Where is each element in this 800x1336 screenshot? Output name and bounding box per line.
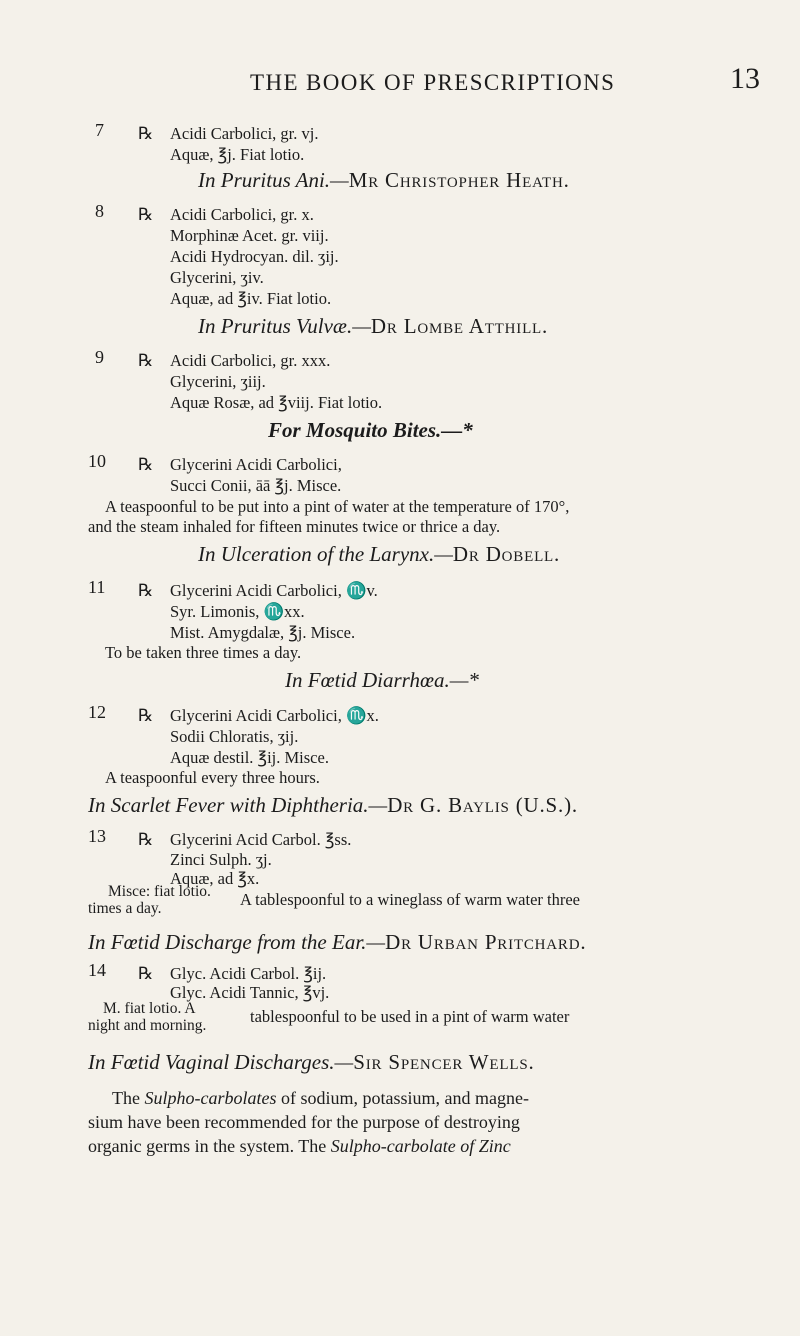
rx-line: Aquæ Rosæ, ad ℥viij. Fiat lotio.: [170, 393, 383, 412]
body-paragraph-line: [88, 1110, 520, 1134]
prescription-number: 8: [95, 201, 104, 221]
heading-author: Dr G. Baylis (U.S.).: [387, 793, 578, 817]
direction-line: A tablespoonful to a wineglass of warm water three: [240, 890, 580, 909]
prescription-number: 10: [88, 451, 106, 471]
side-note: night and morning.: [88, 1017, 207, 1034]
section-heading: [285, 668, 479, 693]
running-title: THE BOOK OF PRESCRIPTIONS: [250, 70, 616, 95]
prescription-number: 9: [95, 347, 104, 367]
rx-line: Glyc. Acidi Tannic, ℥vj.: [170, 983, 330, 1002]
rx-line: Aquæ, ad ℥x.: [170, 869, 260, 888]
rx-line: Glycerini, ʒiij.: [170, 372, 266, 391]
page-header: [250, 62, 760, 110]
heading-text: In Scarlet Fever with Diphtheria.—: [88, 793, 388, 817]
para-text: organic germs in the system. The: [88, 1136, 331, 1156]
recipe-symbol: ℞: [138, 581, 154, 600]
prescription-number: 12: [88, 702, 106, 722]
heading-author: Dr Dobell.: [452, 542, 561, 566]
rx-line: Aquæ, ℥j. Fiat lotio.: [170, 145, 305, 164]
direction-line: A teaspoonful to be put into a pint of water at the temperature of 170°,: [105, 497, 570, 516]
section-heading: [268, 418, 473, 443]
heading-author: Mr Christopher Heath.: [348, 168, 570, 192]
heading-text: In Fœtid Diarrhœa.—*: [285, 668, 479, 692]
heading-text: In Ulceration of the Larynx.—: [198, 542, 453, 566]
rx-line: Aquæ destil. ℥ij. Misce.: [170, 748, 329, 767]
rx-line: Glycerini Acid Carbol. ℥ss.: [170, 830, 352, 849]
rx-line: Succi Conii, āā ℥j. Misce.: [170, 476, 342, 495]
heading-text: In Fœtid Discharge from the Ear.—: [88, 930, 386, 954]
direction-line: A teaspoonful every three hours.: [105, 768, 320, 787]
recipe-symbol: ℞: [138, 455, 154, 474]
rx-line: Acidi Carbolici, gr. x.: [170, 205, 314, 224]
side-note: times a day.: [88, 900, 162, 917]
recipe-symbol: ℞: [138, 830, 154, 849]
rx-line: Morphinæ Acet. gr. viij.: [170, 226, 329, 245]
rx-line: Acidi Carbolici, gr. vj.: [170, 124, 319, 143]
rx-line: Glycerini Acidi Carbolici,: [170, 455, 342, 474]
rx-line: Glycerini, ʒiv.: [170, 268, 264, 287]
direction-line: tablespoonful to be used in a pint of warm water: [250, 1007, 570, 1026]
recipe-symbol: ℞: [138, 706, 154, 725]
para-italic: Sulpho-carbolate of Zinc: [330, 1136, 511, 1156]
para-text: of sodium, potassium, and magne-: [276, 1088, 529, 1108]
direction-line: To be taken three times a day.: [105, 643, 302, 662]
recipe-symbol: ℞: [138, 964, 154, 983]
section-heading: [198, 542, 560, 567]
section-heading: [88, 793, 578, 818]
rx-line: Glycerini Acidi Carbolici, ♏v.: [170, 581, 378, 600]
section-heading: [198, 168, 570, 193]
body-paragraph-line: [112, 1086, 529, 1110]
page-number: 13: [730, 62, 760, 95]
rx-line: Syr. Limonis, ♏xx.: [170, 602, 305, 621]
prescription-number: 11: [88, 577, 106, 597]
direction-line: and the steam inhaled for fifteen minutes twice or thrice a day.: [88, 517, 501, 536]
para-italic: Sulpho-carbolates: [144, 1088, 277, 1108]
heading-author: Dr Lombe Atthill.: [370, 314, 549, 338]
heading-author: Sir Spencer Wells.: [353, 1050, 535, 1074]
rx-line: Sodii Chloratis, ʒij.: [170, 727, 299, 746]
heading-text: In Fœtid Vaginal Discharges.—: [88, 1050, 354, 1074]
side-note: Misce: fiat lotio.: [108, 883, 211, 900]
rx-line: Aquæ, ad ℥iv. Fiat lotio.: [170, 289, 332, 308]
para-text: The: [112, 1088, 145, 1108]
prescription-number: 14: [88, 960, 106, 980]
section-heading: [88, 930, 586, 955]
section-heading: [88, 1050, 535, 1075]
prescription-number: 7: [95, 120, 104, 140]
section-heading: [198, 314, 548, 339]
body-paragraph-line: [88, 1134, 511, 1158]
side-note: M. fiat lotio. A: [103, 1000, 196, 1017]
rx-line: Zinci Sulph. ʒj.: [170, 850, 272, 869]
rx-line: Acidi Hydrocyan. dil. ʒij.: [170, 247, 339, 266]
rx-line: Acidi Carbolici, gr. xxx.: [170, 351, 331, 370]
recipe-symbol: ℞: [138, 124, 154, 143]
rx-line: Glyc. Acidi Carbol. ℥ij.: [170, 964, 327, 983]
heading-author: Dr Urban Pritchard.: [385, 930, 587, 954]
heading-text: In Pruritus Ani.—: [198, 168, 349, 192]
rx-line: Glycerini Acidi Carbolici, ♏x.: [170, 706, 379, 725]
recipe-symbol: ℞: [138, 205, 154, 224]
rx-line: Mist. Amygdalæ, ℥j. Misce.: [170, 623, 356, 642]
prescription-number: 13: [88, 826, 106, 846]
heading-text: In Pruritus Vulvæ.—: [198, 314, 371, 338]
recipe-symbol: ℞: [138, 351, 154, 370]
para-text: sium have been recommended for the purpose of destroying: [88, 1112, 520, 1132]
heading-text: For Mosquito Bites.—*: [268, 418, 473, 442]
